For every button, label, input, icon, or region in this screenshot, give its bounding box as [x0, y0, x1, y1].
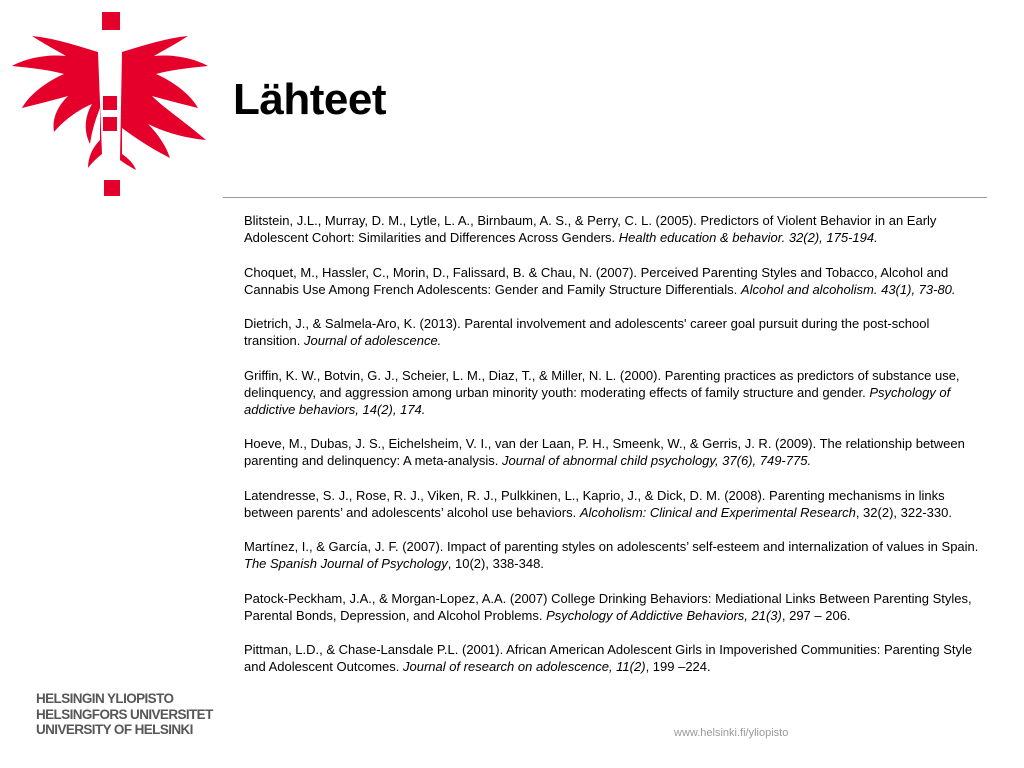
footer-url: www.helsinki.fi/yliopisto [674, 727, 789, 739]
university-flame-logo-icon [8, 8, 216, 204]
reference-item: Patock-Peckham, J.A., & Morgan-Lopez, A.A. (2007) College Drinking Behaviors: Mediational Links Between Parenting Styles, Parental Bonds, Depression, and Alcohol Problems. Psychology of Addictive Behaviors, 21(3), 297 – 206. [244, 590, 972, 623]
reference-item: Hoeve, M., Dubas, J. S., Eichelsheim, V. I., van der Laan, P. H., Smeenk, W., & Gerris, J. R. (2009). The relationship between parenting and delinquency: A meta-analysis. Journal of abnormal child psychology, 37(6), 749-775. [244, 436, 965, 468]
university-wordmark [36, 691, 213, 738]
reference-list [244, 212, 982, 693]
slide-title: Lähteet [233, 75, 386, 124]
reference-item: Griffin, K. W., Botvin, G. J., Scheier, L. M., Diaz, T., & Miller, N. L. (2000). Parenting practices as predictors of substance use, delinquency, and aggression among urban minority youth: moderating effects of family structure and gender. Psychology of addictive behaviors, 14(2), 174. [244, 367, 960, 417]
reference-item: Martínez, I., & García, J. F. (2007). Impact of parenting styles on adolescents’ self-esteem and internalization of values in Spain. The Spanish Journal of Psychology, 10(2), 338-348. [244, 539, 979, 571]
reference-item: Latendresse, S. J., Rose, R. J., Viken, R. J., Pulkkinen, L., Kaprio, J., & Dick, D. M. (2008). Parenting mechanisms in links between parents’ and adolescents’ alcohol use behaviors. Alcoholism: Clinical and Experimental Research, 32(2), 322-330. [244, 487, 952, 520]
reference-item: Pittman, L.D., & Chase-Lansdale P.L. (2001). African American Adolescent Girls in Impoverished Communities: Parenting Style and Adolescent Outcomes. Journal of research on adolescence, 11(2), 199 –224. [244, 642, 973, 674]
wordmark-line-swedish: HELSINGFORS UNIVERSITET [36, 706, 213, 722]
reference-item: Dietrich, J., & Salmela-Aro, K. (2013). Parental involvement and adolescents' career goal pursuit during the post-school transition. Journal of adolescence. [244, 316, 930, 348]
title-divider [223, 197, 987, 198]
wordmark-line-english: UNIVERSITY OF HELSINKI [36, 722, 193, 737]
wordmark-line-finnish: HELSINGIN YLIOPISTO [36, 691, 174, 706]
reference-item: Choquet, M., Hassler, C., Morin, D., Falissard, B. & Chau, N. (2007). Perceived Parenting Styles and Tobacco, Alcohol and Cannabis Use Among French Adolescents: Gender and Family Structure Differentials. Alcohol and alcoholism. 43(1), 73-80. [244, 264, 956, 297]
reference-item: Blitstein, J.L., Murray, D. M., Lytle, L. A., Birnbaum, A. S., & Perry, C. L. (2005). Predictors of Violent Behavior in an Early Adolescent Cohort: Similarities and Differences Across Genders. Health education & behavior. 32(2), 175-194. [244, 213, 937, 245]
